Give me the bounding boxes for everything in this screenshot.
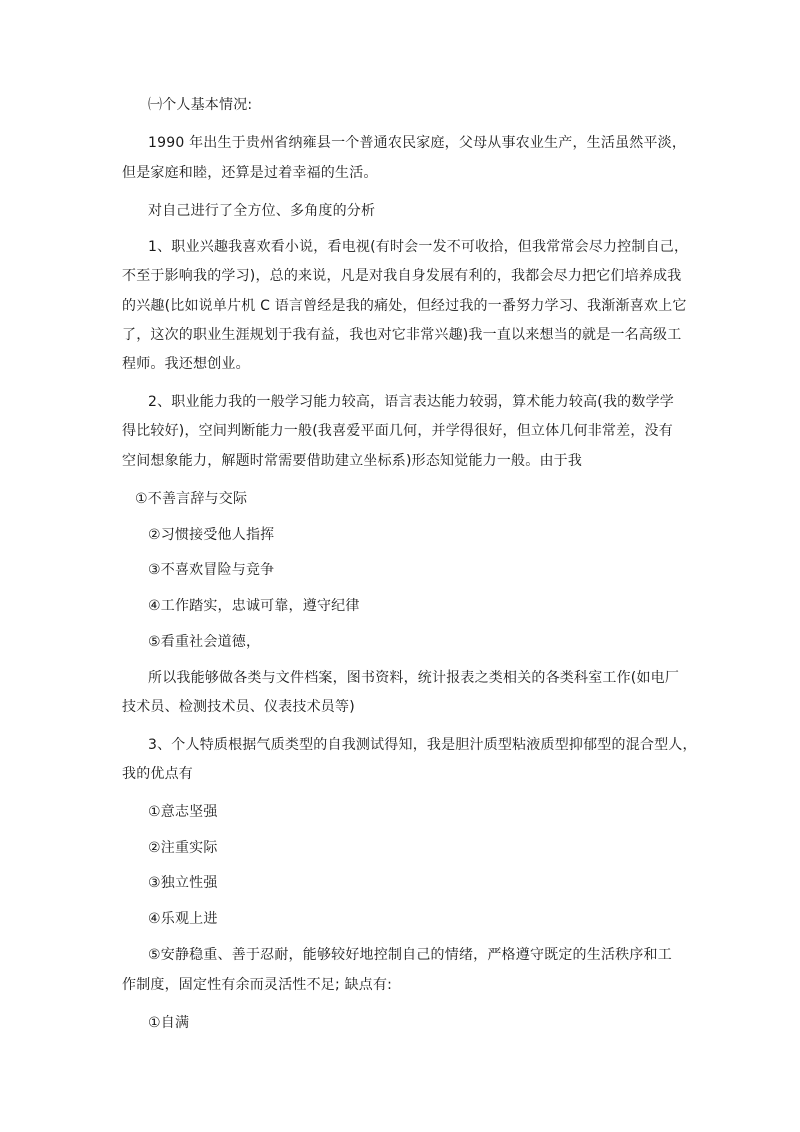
section-heading: ㈠个人基本情况: xyxy=(148,97,253,113)
personality-line-1: 3、个人特质根据气质类型的自我测试得知，我是胆汁质型粘液质型抑郁型的混合型人， xyxy=(148,737,697,753)
trait-item-1: ①不善言辞与交际 xyxy=(135,491,248,507)
strength5-line-2: 作制度，固定性有余而灵活性不足; 缺点有: xyxy=(122,977,393,993)
strength-item-1: ①意志坚强 xyxy=(148,804,218,820)
personality-line-2: 我的优点有 xyxy=(122,766,193,782)
weakness-item-1: ①自满 xyxy=(148,1015,190,1031)
ability-line-2: 得比较好)，空间判断能力一般(我喜爱平面几何，并学得很好，但立体几何非常差，没有 xyxy=(122,423,673,439)
trait-item-2: ②习惯接受他人指挥 xyxy=(148,527,275,543)
intro-line-2: 但是家庭和睦，还算是过着幸福的生活。 xyxy=(122,165,378,181)
intro-line-1: 1990 年出生于贵州省纳雍县一个普通农民家庭，父母从事农业生产，生活虽然平淡， xyxy=(148,135,687,151)
suitable-line-1: 所以我能够做各类与文件档案，图书资料，统计报表之类相关的各类科室工作(如电厂 xyxy=(148,670,680,686)
strength-item-2: ②注重实际 xyxy=(148,840,218,856)
trait-item-5: ⑤看重社会道德， xyxy=(148,634,261,650)
trait-item-3: ③不喜欢冒险与竞争 xyxy=(148,562,275,578)
strength-item-4: ④乐观上进 xyxy=(148,911,218,927)
interest-line-2: 不至于影响我的学习)，总的来说，凡是对我自身发展有利的，我都会尽力把它们培养成我 xyxy=(122,268,682,284)
interest-line-3: 的兴趣(比如说单片机 C 语言曾经是我的痛处，但经过我的一番努力学习、我渐渐喜欢上它 xyxy=(122,298,687,314)
strength-item-3: ③独立性强 xyxy=(148,875,218,891)
trait-item-4: ④工作踏实，忠诚可靠，遵守纪律 xyxy=(148,598,360,614)
ability-line-1: 2、职业能力我的一般学习能力较高，语言表达能力较弱，算术能力较高(我的数学学 xyxy=(148,394,674,410)
interest-line-5: 程师。我还想创业。 xyxy=(122,356,250,372)
interest-line-4: 了，这次的职业生涯规划于我有益，我也对它非常兴趣)我一直以来想当的就是一名高级工 xyxy=(122,327,682,343)
interest-line-1: 1、职业兴趣我喜欢看小说，看电视(有时会一发不可收拾，但我常常会尽力控制自己， xyxy=(148,239,689,255)
strength5-line-1: ⑤安静稳重、善于忍耐，能够较好地控制自己的情绪，严格遵守既定的生活秩序和工 xyxy=(148,947,672,963)
suitable-line-2: 技术员、检测技术员、仪表技术员等) xyxy=(122,699,355,715)
ability-line-3: 空间想象能力，解题时常需要借助建立坐标系)形态知觉能力一般。由于我 xyxy=(122,453,583,469)
analysis-title: 对自己进行了全方位、多角度的分析 xyxy=(148,203,376,219)
